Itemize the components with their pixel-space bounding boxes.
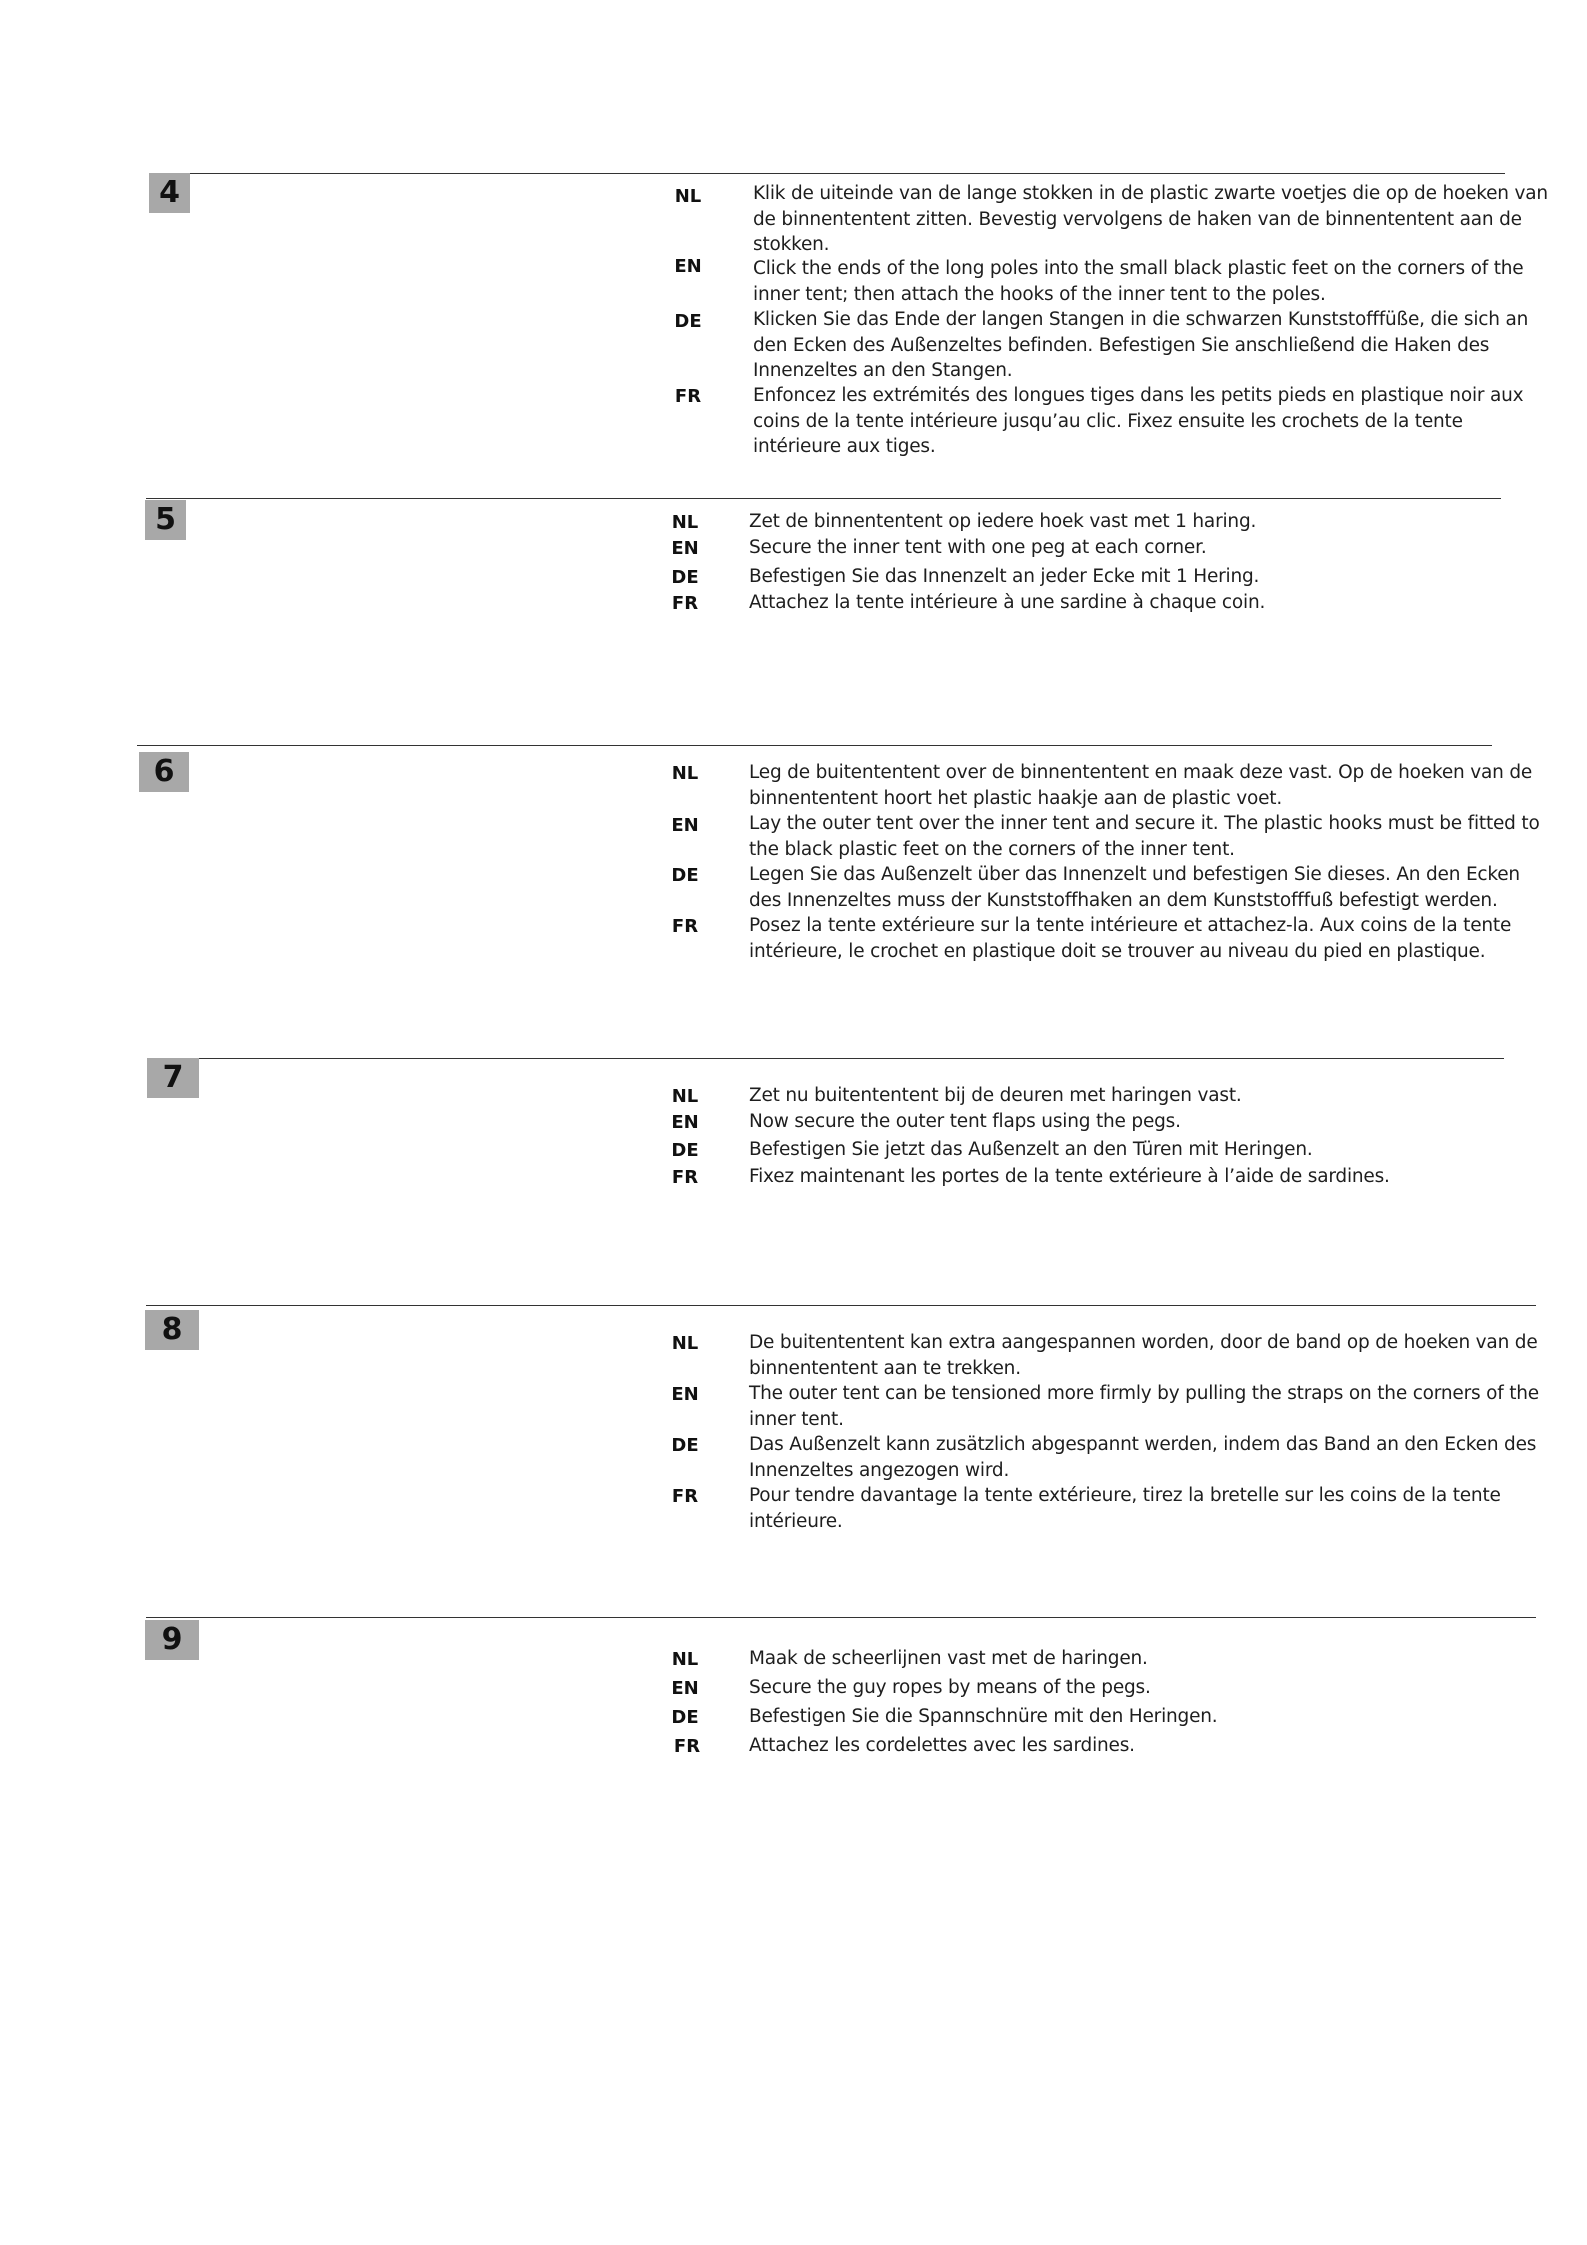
step-divider <box>146 1305 1536 1306</box>
instruction-text-de: Befestigen Sie das Innenzelt an jeder Ecke mit 1 Hering. <box>749 566 1260 587</box>
lang-code-nl: NL <box>671 1086 699 1107</box>
lang-code-de: DE <box>671 567 699 588</box>
instruction-text-nl: Zet de binnententent op iedere hoek vast met 1 haring. <box>749 511 1257 532</box>
instruction-text-de: Klicken Sie das Ende der langen Stangen in die schwarzen Kunststofffüße, die sich an den Ecken des Außenzeltes befinden. Befestigen Sie anschließend die Haken des Innenzeltes an den Stangen. <box>753 309 1529 381</box>
lang-code-fr: FR <box>674 386 702 407</box>
instruction-text-en: Click the ends of the long poles into the small black plastic feet on the corners of the inner tent; then attach the hooks of the inner tent to the poles. <box>753 258 1524 305</box>
instruction-text-nl: De buitententent kan extra aangespannen worden, door de band op de hoeken van de binnententent aan te trekken. <box>749 1332 1538 1379</box>
instruction-text-fr: Attachez la tente intérieure à une sardine à chaque coin. <box>749 592 1266 613</box>
step-number-badge: 9 <box>145 1620 199 1660</box>
instruction-text-en: Secure the inner tent with one peg at each corner. <box>749 537 1207 558</box>
instruction-text-en: The outer tent can be tensioned more firmly by pulling the straps on the corners of the inner tent. <box>749 1383 1539 1430</box>
step-divider <box>146 498 1501 499</box>
instruction-text-de: Befestigen Sie jetzt das Außenzelt an den Türen mit Heringen. <box>749 1139 1313 1160</box>
step-divider <box>150 173 1505 174</box>
lang-code-en: EN <box>671 815 699 836</box>
instruction-text-fr: Attachez les cordelettes avec les sardines. <box>749 1735 1135 1756</box>
lang-code-en: EN <box>674 256 702 277</box>
step-number-badge: 7 <box>147 1058 199 1098</box>
lang-code-fr: FR <box>671 1486 699 1507</box>
instruction-text-fr: Enfoncez les extrémités des longues tiges dans les petits pieds en plastique noir aux coins de la tente intérieure jusqu’au clic. Fixez ensuite les crochets de la tente intérieure aux tiges. <box>753 385 1524 457</box>
instruction-text-nl: Leg de buitententent over de binnententent en maak deze vast. Op de hoeken van de binnententent hoort het plastic haakje aan de plastic voet. <box>749 762 1533 809</box>
lang-code-fr: FR <box>671 1167 699 1188</box>
lang-code-fr: FR <box>671 593 699 614</box>
lang-code-de: DE <box>671 1140 699 1161</box>
lang-code-nl: NL <box>671 1333 699 1354</box>
instruction-text-fr: Posez la tente extérieure sur la tente intérieure et attachez-la. Aux coins de la tente intérieure, le crochet en plastique doit se trouver au niveau du pied en plastique. <box>749 915 1512 962</box>
step-divider <box>137 745 1492 746</box>
lang-code-en: EN <box>671 1678 699 1699</box>
lang-code-nl: NL <box>674 186 702 207</box>
instruction-text-nl: Klik de uiteinde van de lange stokken in de plastic zwarte voetjes die op de hoeken van de binnententent zitten. Bevestig vervolgens de haken van de binnententent aan de stokken. <box>753 183 1548 255</box>
lang-code-nl: NL <box>671 1649 699 1670</box>
step-number-badge: 5 <box>145 500 186 540</box>
lang-code-nl: NL <box>671 763 699 784</box>
instruction-text-de: Das Außenzelt kann zusätzlich abgespannt werden, indem das Band an den Ecken des Innenzeltes angezogen wird. <box>749 1434 1537 1481</box>
lang-code-de: DE <box>674 311 702 332</box>
instruction-text-nl: Maak de scheerlijnen vast met de haringen. <box>749 1648 1148 1669</box>
instruction-text-en: Now secure the outer tent flaps using the pegs. <box>749 1111 1181 1132</box>
step-divider <box>148 1058 1504 1059</box>
step-number-badge: 4 <box>149 173 190 213</box>
instruction-text-nl: Zet nu buitententent bij de deuren met haringen vast. <box>749 1085 1242 1106</box>
instruction-text-fr: Pour tendre davantage la tente extérieure, tirez la bretelle sur les coins de la tente intérieure. <box>749 1485 1501 1532</box>
step-number-badge: 6 <box>139 752 189 792</box>
instruction-text-de: Legen Sie das Außenzelt über das Innenzelt und befestigen Sie dieses. An den Ecken des Innenzeltes muss der Kunststoffhaken an dem Kunststofffuß befestigt werden. <box>749 864 1520 911</box>
lang-code-fr: FR <box>673 1736 701 1757</box>
step-number-badge: 8 <box>145 1310 199 1350</box>
lang-code-en: EN <box>671 1384 699 1405</box>
lang-code-en: EN <box>671 1112 699 1133</box>
lang-code-de: DE <box>671 1435 699 1456</box>
step-divider <box>146 1617 1536 1618</box>
lang-code-nl: NL <box>671 512 699 533</box>
instruction-text-en: Lay the outer tent over the inner tent and secure it. The plastic hooks must be fitted to the black plastic feet on the corners of the inner tent. <box>749 813 1540 860</box>
instruction-text-fr: Fixez maintenant les portes de la tente extérieure à l’aide de sardines. <box>749 1166 1390 1187</box>
lang-code-de: DE <box>671 865 699 886</box>
lang-code-en: EN <box>671 538 699 559</box>
lang-code-de: DE <box>671 1707 699 1728</box>
lang-code-fr: FR <box>671 916 699 937</box>
instruction-text-de: Befestigen Sie die Spannschnüre mit den Heringen. <box>749 1706 1218 1727</box>
instruction-text-en: Secure the guy ropes by means of the pegs. <box>749 1677 1151 1698</box>
